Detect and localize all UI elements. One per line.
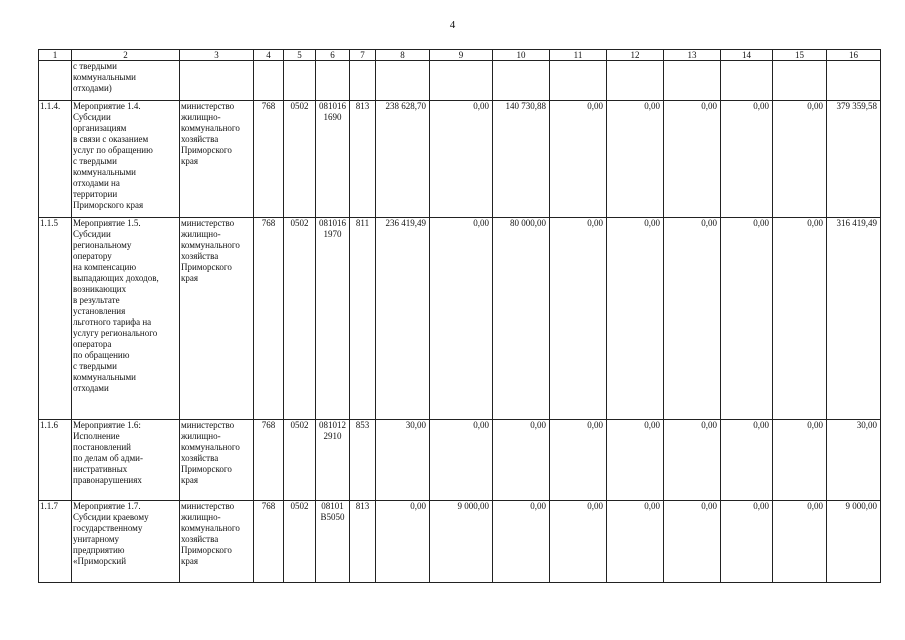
measure-name-cell-line: коммунальными <box>73 372 136 382</box>
column-number-3: 3 <box>180 50 254 61</box>
amount-cell-c15 <box>773 61 827 101</box>
amount-cell-c16 <box>827 61 881 101</box>
amount-cell-c10: 0,00 <box>493 420 550 501</box>
measure-name-cell-line: с твердыми <box>73 361 117 371</box>
code-section-cell: 0502 <box>284 101 316 218</box>
amount-cell-c12: 0,00 <box>607 218 664 420</box>
executor-cell-line: края <box>181 273 199 283</box>
code-grbs-cell: 768 <box>254 501 284 583</box>
column-number-9: 9 <box>430 50 493 61</box>
executor-cell-line: края <box>181 556 199 566</box>
measure-name-cell-line: организациям <box>73 123 127 133</box>
amount-cell-c9 <box>430 61 493 101</box>
code-target-cell <box>316 61 350 101</box>
code-section-cell <box>284 61 316 101</box>
measure-name-cell-line: оператора <box>73 339 112 349</box>
measure-name-cell-line: постановлений <box>73 442 131 452</box>
amount-cell-c8: 0,00 <box>376 501 430 583</box>
code-expense-type-cell: 813 <box>350 501 376 583</box>
code-expense-type-cell <box>350 61 376 101</box>
measure-name-cell-line: с твердыми <box>73 61 117 71</box>
amount-cell-c11 <box>550 61 607 101</box>
code-target-cell <box>316 101 350 218</box>
column-number-11: 11 <box>550 50 607 61</box>
amount-cell-c15: 0,00 <box>773 420 827 501</box>
amount-cell-c16: 30,00 <box>827 420 881 501</box>
measure-name-cell-line: возникающих <box>73 284 127 294</box>
measure-name-cell-line: Субсидии <box>73 229 111 239</box>
measure-name-cell <box>72 218 180 420</box>
measure-name-cell-line: на компенсацию <box>73 262 137 272</box>
amount-cell-c15: 0,00 <box>773 501 827 583</box>
measure-name-cell-line: по делам об адми- <box>73 453 143 463</box>
amount-cell-c12: 0,00 <box>607 501 664 583</box>
column-number-10: 10 <box>493 50 550 61</box>
executor-cell-line: Приморского <box>181 545 232 555</box>
measure-name-cell-line: отходами) <box>73 83 112 93</box>
code-target-cell-line: B5050 <box>320 512 345 522</box>
measure-name-cell-line: Исполнение <box>73 431 120 441</box>
code-grbs-cell <box>254 61 284 101</box>
measure-name-cell <box>72 501 180 583</box>
code-target-cell <box>316 218 350 420</box>
amount-cell-c12 <box>607 61 664 101</box>
executor-cell-line: края <box>181 156 199 166</box>
code-target-cell-line: 08101 <box>321 501 344 511</box>
amount-cell-c8: 30,00 <box>376 420 430 501</box>
executor-cell <box>180 218 254 420</box>
item-number-cell: 1.1.5 <box>39 218 72 420</box>
amount-cell-c14 <box>721 61 773 101</box>
measure-name-cell-line: территории <box>73 189 118 199</box>
measure-name-cell-line: Мероприятие 1.6: <box>73 420 141 430</box>
measure-name-cell <box>72 61 180 101</box>
item-number-cell: 1.1.4. <box>39 101 72 218</box>
table-row <box>39 61 881 101</box>
amount-cell-c8: 238 628,70 <box>376 101 430 218</box>
column-number-15: 15 <box>773 50 827 61</box>
column-number-2: 2 <box>72 50 180 61</box>
amount-cell-c12: 0,00 <box>607 101 664 218</box>
executor-cell-line: хозяйства <box>181 251 219 261</box>
measure-name-cell-line: нистративных <box>73 464 128 474</box>
amount-cell-c10: 140 730,88 <box>493 101 550 218</box>
column-number-8: 8 <box>376 50 430 61</box>
amount-cell-c11: 0,00 <box>550 420 607 501</box>
executor-cell-line: коммунального <box>181 123 240 133</box>
amount-cell-c10 <box>493 61 550 101</box>
amount-cell-c15: 0,00 <box>773 218 827 420</box>
executor-cell-line: Приморского <box>181 262 232 272</box>
amount-cell-c13: 0,00 <box>664 420 721 501</box>
executor-cell-line: хозяйства <box>181 453 219 463</box>
executor-cell-line: министерство <box>181 101 235 111</box>
amount-cell-c11: 0,00 <box>550 501 607 583</box>
item-number-cell: 1.1.7 <box>39 501 72 583</box>
column-number-5: 5 <box>284 50 316 61</box>
column-number-4: 4 <box>254 50 284 61</box>
executor-cell <box>180 420 254 501</box>
measure-name-cell-line: унитарному <box>73 534 120 544</box>
executor-cell-line: жилищно- <box>181 512 221 522</box>
measure-name-cell <box>72 420 180 501</box>
code-grbs-cell: 768 <box>254 101 284 218</box>
measure-name-cell-line: с твердыми <box>73 156 117 166</box>
column-number-1: 1 <box>39 50 72 61</box>
amount-cell-c11: 0,00 <box>550 218 607 420</box>
column-number-13: 13 <box>664 50 721 61</box>
executor-cell-line: Приморского <box>181 464 232 474</box>
code-grbs-cell: 768 <box>254 218 284 420</box>
code-target-cell-line: 081012 <box>319 420 346 430</box>
executor-cell-line: министерство <box>181 218 235 228</box>
amount-cell-c9: 0,00 <box>430 218 493 420</box>
measure-name-cell-line: услуг по обращению <box>73 145 153 155</box>
amount-cell-c16: 379 359,58 <box>827 101 881 218</box>
amount-cell-c9: 9 000,00 <box>430 501 493 583</box>
measure-name-cell-line: Субсидии <box>73 112 111 122</box>
code-target-cell-line: 081016 <box>319 218 346 228</box>
amount-cell-c8: 236 419,49 <box>376 218 430 420</box>
measure-name-cell-line: коммунальными <box>73 167 136 177</box>
amount-cell-c16: 316 419,49 <box>827 218 881 420</box>
executor-cell-line: коммунального <box>181 240 240 250</box>
column-number-7: 7 <box>350 50 376 61</box>
executor-cell-line: коммунального <box>181 523 240 533</box>
measure-name-cell-line: в связи с оказанием <box>73 134 149 144</box>
amount-cell-c13: 0,00 <box>664 101 721 218</box>
amount-cell-c15: 0,00 <box>773 101 827 218</box>
measure-name-cell-line: отходами на <box>73 178 120 188</box>
executor-cell-line: хозяйства <box>181 134 219 144</box>
code-target-cell-line: 081016 <box>319 101 346 111</box>
code-section-cell: 0502 <box>284 501 316 583</box>
executor-cell <box>180 101 254 218</box>
measure-name-cell-line: льготного тарифа на <box>73 317 152 327</box>
measure-name-cell-line: отходами <box>73 383 109 393</box>
executor-cell-line: министерство <box>181 501 235 511</box>
amount-cell-c13: 0,00 <box>664 501 721 583</box>
amount-cell-c10: 80 000,00 <box>493 218 550 420</box>
code-target-cell-line: 1970 <box>323 229 342 239</box>
executor-cell-line: коммунального <box>181 442 240 452</box>
table-row <box>39 218 881 420</box>
executor-cell-line: министерство <box>181 420 235 430</box>
amount-cell-c12: 0,00 <box>607 420 664 501</box>
amount-cell-c13 <box>664 61 721 101</box>
executor-cell-line: жилищно- <box>181 112 221 122</box>
page-number: 4 <box>449 19 456 31</box>
column-number-6: 6 <box>316 50 350 61</box>
executor-cell <box>180 501 254 583</box>
amount-cell-c14: 0,00 <box>721 218 773 420</box>
executor-cell-line: хозяйства <box>181 534 219 544</box>
code-expense-type-cell: 811 <box>350 218 376 420</box>
item-number-cell: 1.1.6 <box>39 420 72 501</box>
code-expense-type-cell: 853 <box>350 420 376 501</box>
table-row <box>39 501 881 583</box>
executor-cell <box>180 61 254 101</box>
code-section-cell: 0502 <box>284 420 316 501</box>
amount-cell-c16: 9 000,00 <box>827 501 881 583</box>
code-target-cell-line: 2910 <box>323 431 342 441</box>
measure-name-cell-line: в результате <box>73 295 120 305</box>
executor-cell-line: жилищно- <box>181 229 221 239</box>
code-target-cell <box>316 420 350 501</box>
measure-name-cell <box>72 101 180 218</box>
measure-name-cell-line: правонарушениях <box>73 475 142 485</box>
amount-cell-c11: 0,00 <box>550 101 607 218</box>
amount-cell-c8 <box>376 61 430 101</box>
measure-name-cell-line: оператору <box>73 251 112 261</box>
measure-name-cell-line: выпадающих доходов, <box>73 273 159 283</box>
measure-name-cell-line: Субсидии краевому <box>73 512 149 522</box>
column-number-header-row <box>39 50 881 61</box>
code-target-cell-line: 1690 <box>323 112 342 122</box>
column-number-14: 14 <box>721 50 773 61</box>
amount-cell-c9: 0,00 <box>430 420 493 501</box>
measure-name-cell-line: Приморского края <box>73 200 144 210</box>
column-number-16: 16 <box>827 50 881 61</box>
executor-cell-line: Приморского <box>181 145 232 155</box>
table-row <box>39 420 881 501</box>
amount-cell-c9: 0,00 <box>430 101 493 218</box>
measure-name-cell-line: «Приморский <box>73 556 127 566</box>
table-body <box>39 61 881 583</box>
measure-name-cell-line: коммунальными <box>73 72 136 82</box>
column-number-12: 12 <box>607 50 664 61</box>
amount-cell-c14: 0,00 <box>721 501 773 583</box>
measure-name-cell-line: предприятию <box>73 545 125 555</box>
measure-name-cell-line: государственному <box>73 523 143 533</box>
measure-name-cell-line: региональному <box>73 240 132 250</box>
table-row <box>39 101 881 218</box>
measure-name-cell-line: Мероприятие 1.4. <box>73 101 141 111</box>
code-section-cell: 0502 <box>284 218 316 420</box>
amount-cell-c10: 0,00 <box>493 501 550 583</box>
executor-cell-line: жилищно- <box>181 431 221 441</box>
executor-cell-line: края <box>181 475 199 485</box>
measure-name-cell-line: услугу регионального <box>73 328 158 338</box>
item-number-cell <box>39 61 72 101</box>
code-expense-type-cell: 813 <box>350 101 376 218</box>
measure-name-cell-line: по обращению <box>73 350 130 360</box>
measure-name-cell-line: Мероприятие 1.5. <box>73 218 141 228</box>
code-target-cell <box>316 501 350 583</box>
amount-cell-c14: 0,00 <box>721 101 773 218</box>
budget-table <box>38 49 881 583</box>
amount-cell-c13: 0,00 <box>664 218 721 420</box>
measure-name-cell-line: установления <box>73 306 126 316</box>
amount-cell-c14: 0,00 <box>721 420 773 501</box>
measure-name-cell-line: Мероприятие 1.7. <box>73 501 141 511</box>
code-grbs-cell: 768 <box>254 420 284 501</box>
